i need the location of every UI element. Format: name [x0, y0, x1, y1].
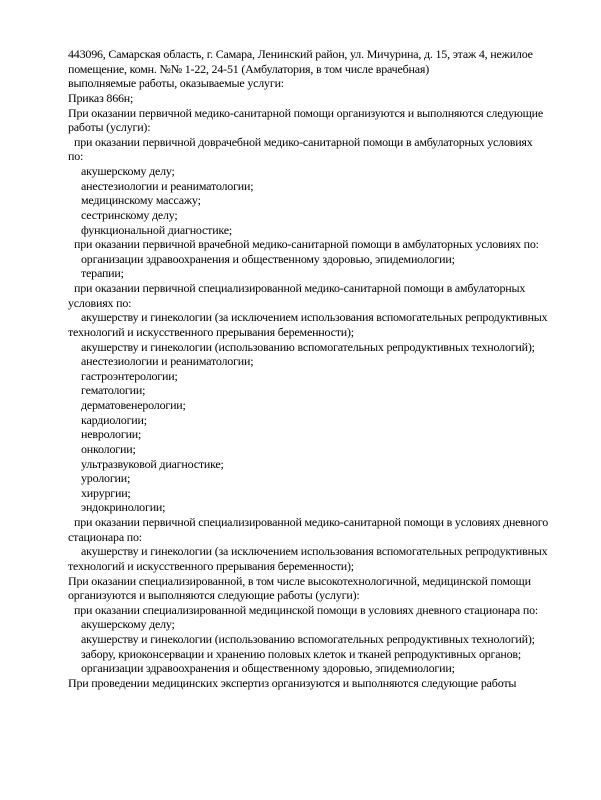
document-line: онкологии; — [81, 441, 136, 456]
document-line: акушерскому делу; — [81, 617, 175, 632]
document-line: кардиологии; — [81, 412, 147, 427]
document-line: гастроэнтерологии; — [81, 368, 178, 383]
document-line: гематологии; — [81, 383, 146, 398]
document-line: анестезиологии и реаниматологии; — [81, 178, 254, 193]
document-line: ультразвуковой диагностике; — [81, 456, 224, 471]
document-line: терапии; — [81, 266, 124, 281]
document-line: при оказании первичной специализированной медико-санитарной помощи в условиях дневного — [74, 515, 548, 529]
document-line: при оказании первичной специализированной медико-санитарной помощи в амбулаторных — [74, 281, 526, 295]
document-line: анестезиологии и реаниматологии; — [81, 354, 254, 369]
document-line: по: — [68, 149, 84, 164]
document-line: акушерству и гинекологии (за исключением использования вспомогательных репродуктивных — [81, 310, 548, 325]
document-line: При проведении медицинских экспертиз организуются и выполняются следующие работы — [68, 675, 517, 690]
document-line: акушерству и гинекологии (использованию вспомогательных репродуктивных технологий); — [81, 339, 535, 354]
document-line: забору, криоконсервации и хранению половых клеток и тканей репродуктивных органов; — [81, 646, 522, 661]
document-line: технологий и искусственного прерывания беременности); — [68, 324, 354, 339]
document-line: стационара по: — [68, 529, 142, 544]
document-line: при оказании первичной врачебной медико-санитарной помощи в амбулаторных условиях по: — [74, 237, 539, 252]
document-line: медицинскому массажу; — [81, 193, 201, 208]
document-line: при оказании специализированной медицинской помощи в условиях дневного стационара по: — [74, 602, 539, 617]
document-line: При оказании специализированной, в том числе высокотехнологичной, медицинской помощи — [68, 573, 531, 588]
document-line: Приказ 866н; — [68, 90, 134, 105]
license-works-text-block — [68, 47, 588, 691]
document-line: эндокринологии; — [81, 500, 166, 515]
document-line: акушерству и гинекологии (использованию вспомогательных репродуктивных технологий); — [81, 632, 535, 646]
document-line: акушерству и гинекологии (за исключением использования вспомогательных репродуктивных — [81, 544, 548, 559]
document-line: 443096, Самарская область, г. Самара, Ленинский район, ул. Мичурина, д. 15, этаж 4, нежилое — [68, 47, 533, 61]
document-line: функциональной диагностике; — [81, 222, 233, 237]
document-line: сестринскому делу; — [81, 207, 178, 222]
document-line: дерматовенерологии; — [81, 398, 186, 412]
document-line: организации здравоохранения и общественному здоровью, эпидемиологии; — [81, 251, 455, 266]
document-line: организуются и выполняются следующие работы (услуги): — [68, 588, 360, 603]
document-line: акушерскому делу; — [81, 164, 175, 178]
document-line: условиях по: — [68, 295, 132, 310]
document-line: работы (услуги): — [68, 120, 151, 135]
document-line: неврологии; — [81, 427, 142, 442]
document-line: хирургии; — [81, 485, 131, 500]
document-line: помещение, комн. №№ 1-22, 24-51 (Амбулатория, в том числе врачебная) — [68, 61, 430, 76]
document-line: технологий и искусственного прерывания беременности); — [68, 558, 354, 573]
document-line: При оказании первичной медико-санитарной помощи организуются и выполняются следующие — [68, 105, 544, 120]
document-line: урологии; — [81, 471, 131, 486]
document-line: организации здравоохранения и общественному здоровью, эпидемиологии; — [81, 661, 455, 676]
document-line: выполняемые работы, оказываемые услуги: — [68, 76, 284, 91]
document-line: при оказании первичной доврачебной медико-санитарной помощи в амбулаторных условиях — [74, 134, 533, 149]
